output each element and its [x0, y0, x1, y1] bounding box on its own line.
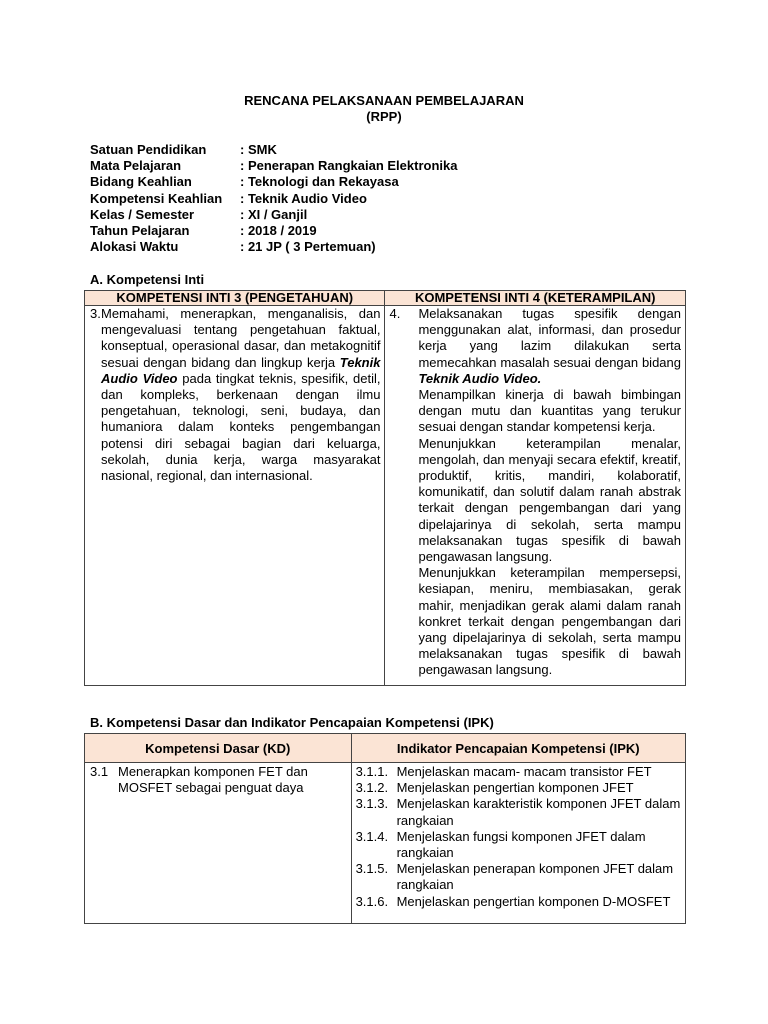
ki4-text	[418, 306, 681, 679]
section-b-heading: B. Kompetensi Dasar dan Indikator Pencapaian Kompetensi (IPK)	[90, 715, 494, 730]
ki4-paragraph: Menunjukkan keterampilan menalar, mengolah, dan menyaji secara efektif, kreatif, produktif, kritis, mandiri, kolaboratif, komunikatif, dan solutif dalam ranah abstrak terkait dengan pengembangan dari yang dipelajarinya di sekolah, serta mampu melaksanakan tugas spesifik di bawah pengawasan langsung.	[418, 435, 681, 565]
ki4-paragraph: Menampilkan kinerja di bawah bimbingan dengan mutu dan kuantitas yang terukur sesuai dengan standar kompetensi kerja.	[418, 387, 681, 435]
info-value: : 2018 / 2019	[240, 223, 317, 239]
info-value: : Penerapan Rangkaian Elektronika	[240, 158, 458, 174]
info-label: Kelas / Semester	[90, 206, 195, 222]
ipk-text: Menjelaskan pengertian komponen JFET	[396, 780, 634, 796]
ipk-text: Menjelaskan penerapan komponen JFET dalam rangkaian	[396, 861, 674, 893]
kd-ipk-table	[84, 733, 686, 924]
kd-header-row	[85, 734, 686, 763]
info-row	[90, 239, 457, 255]
ipk-text: Menjelaskan karakteristik komponen JFET dalam rangkaian	[396, 796, 681, 828]
kd-cell	[85, 763, 352, 924]
ipk-item	[356, 780, 681, 796]
ipk-cell	[351, 763, 685, 924]
ki-content-row	[85, 306, 686, 686]
info-row	[90, 191, 457, 207]
ki4-emphasis: Teknik Audio Video.	[418, 370, 542, 386]
ki4-number: 4.	[389, 306, 401, 321]
kd-content-row	[85, 763, 686, 924]
info-value: : Teknologi dan Rekayasa	[240, 174, 399, 190]
info-label: Satuan Pendidikan	[90, 142, 207, 157]
ki3-header: KOMPETENSI INTI 3 (PENGETAHUAN)	[85, 291, 385, 306]
ki4-cell	[385, 306, 686, 686]
ipk-item	[356, 764, 681, 780]
ki-header-row	[85, 291, 686, 306]
info-value: : XI / Ganjil	[240, 206, 308, 222]
ipk-number: 3.1.2.	[355, 780, 389, 796]
ipk-header: Indikator Pencapaian Kompetensi (IPK)	[351, 734, 685, 763]
ki3-emphasis: Teknik Audio Video	[101, 354, 381, 386]
info-label: Kompetensi Keahlian	[90, 190, 223, 206]
info-label: Tahun Pelajaran	[90, 223, 190, 239]
info-label: Bidang Keahlian	[90, 174, 192, 190]
kompetensi-inti-table	[84, 290, 686, 686]
info-label: Alokasi Waktu	[90, 239, 179, 255]
kd-text: Menerapkan komponen FET dan MOSFET sebagai penguat daya	[118, 764, 308, 796]
ki3-text: Memahami, menerapkan, menganalisis, dan mengevaluasi tentang pengetahuan faktual, konseptual, operasional dasar, dan metakognitif sesuai dengan bidang dan lingkup kerja Teknik Audio Video pada tingkat teknis, spesifik, detil, dan kompleks, berkenaan dengan ilmu pengetahuan, teknologi, seni, budaya, dan humaniora dalam konteks pengembangan potensi diri sebagai bagian dari keluarga, sekolah, dunia kerja, warga masyarakat nasional, regional, dan internasional.	[101, 306, 381, 484]
ipk-item	[356, 796, 681, 828]
document-subtitle: (RPP)	[366, 109, 402, 124]
identity-info-block	[90, 142, 457, 255]
info-row	[90, 158, 457, 174]
ki4-header: KOMPETENSI INTI 4 (KETERAMPILAN)	[385, 291, 686, 306]
ipk-text: Menjelaskan pengertian komponen D-MOSFET	[396, 893, 671, 909]
document-title: RENCANA PELAKSANAAN PEMBELAJARAN	[244, 93, 524, 108]
info-value: : 21 JP ( 3 Pertemuan)	[240, 239, 376, 255]
ipk-item	[356, 829, 681, 861]
info-row	[90, 223, 457, 239]
info-row	[90, 207, 457, 223]
ipk-number: 3.1.6.	[355, 893, 389, 909]
info-value: : SMK	[240, 142, 277, 157]
info-label: Mata Pelajaran	[90, 158, 182, 174]
ipk-number: 3.1.1.	[355, 764, 389, 779]
ki4-paragraph: Melaksanakan tugas spesifik dengan menggunakan alat, informasi, dan prosedur kerja yang lazim dilakukan serta memecahkan masalah sesuai dengan bidang Teknik Audio Video.	[418, 306, 681, 386]
info-value: : Teknik Audio Video	[240, 190, 367, 206]
ipk-number: 3.1.5.	[355, 861, 389, 877]
ipk-item	[356, 861, 681, 893]
ipk-item	[356, 894, 681, 910]
ipk-text: Menjelaskan macam- macam transistor FET	[396, 764, 652, 779]
ipk-number: 3.1.3.	[355, 796, 389, 812]
info-row	[90, 174, 457, 190]
ki3-number: 3.	[90, 306, 101, 321]
kd-header: Kompetensi Dasar (KD)	[85, 734, 352, 763]
ipk-text: Menjelaskan fungsi komponen JFET dalam rangkaian	[396, 828, 646, 861]
ipk-number: 3.1.4.	[355, 828, 389, 844]
ki4-paragraph: Menunjukkan keterampilan mempersepsi, kesiapan, meniru, membiasakan, gerak mahir, menjadikan gerak alami dalam ranah konkret terkait dengan pengembangan dari yang dipelajarinya di sekolah, serta mampu melaksanakan tugas spesifik di bawah pengawasan langsung.	[418, 565, 681, 678]
ki3-cell	[85, 306, 385, 686]
info-row	[90, 142, 457, 158]
kd-number: 3.1	[90, 764, 109, 779]
section-a-heading: A. Kompetensi Inti	[90, 272, 205, 287]
